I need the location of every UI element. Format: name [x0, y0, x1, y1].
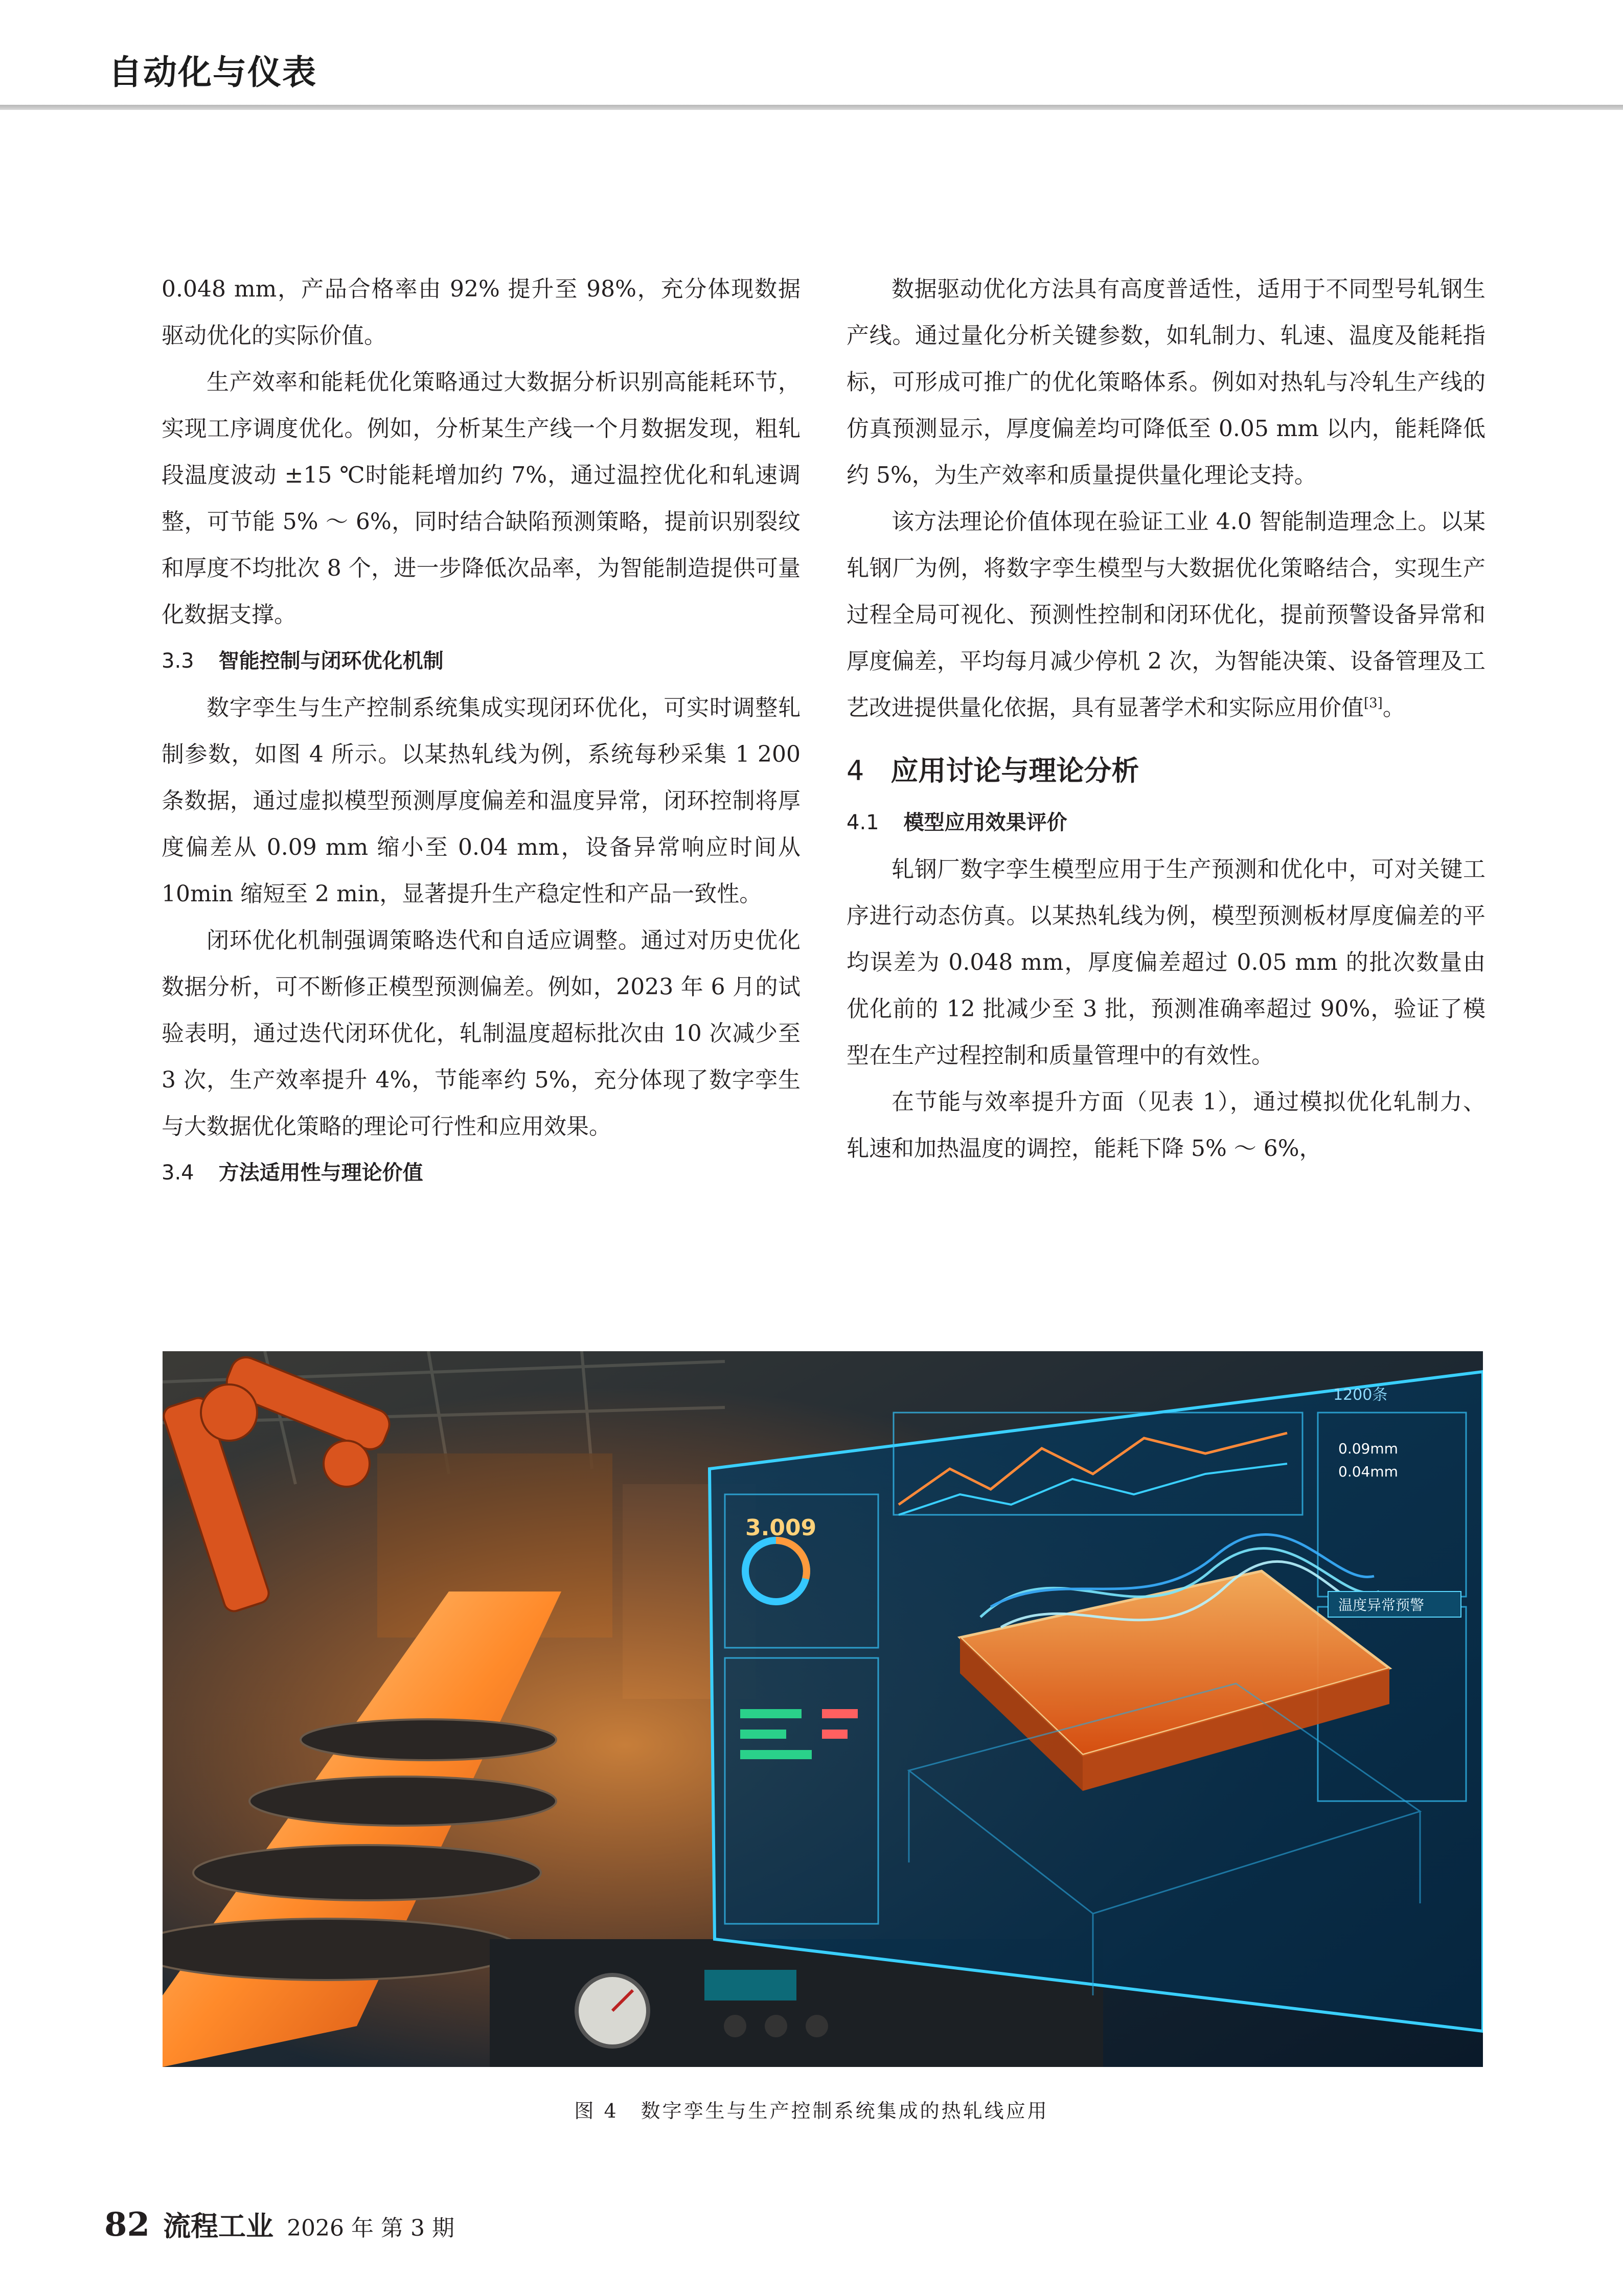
- subsection-heading-4-1: 4.1 模型应用效果评价: [847, 811, 1067, 834]
- screen-box-title: 温度异常预警: [1338, 1597, 1425, 1613]
- paragraph: 轧钢厂数字孪生模型应用于生产预测和优化中，可对关键工序进行动态仿真。以某热轧线为例，模型预测板材厚度偏差的平均误差为 0.048 mm，厚度偏差超过 0.05 mm 的批次数量由优化前的 12 批减少至 3 批，预测准确率超过 90%，验证了模型在生产过程控制和质量管理中的有效性。: [847, 856, 1485, 1069]
- screen-panel-label: 1200条: [1333, 1386, 1388, 1404]
- paragraph: 生产效率和能耗优化策略通过大数据分析识别高能耗环节，实现工序调度优化。例如，分析某生产线一个月数据发现，粗轧段温度波动 ±15 ℃时能耗增加约 7%，通过温控优化和轧速调整，可节能 5% ～ 6%，同时结合缺陷预测策略，提前识别裂纹和厚度不均批次 8 个，进一步降低次品率，为智能制造提供可量化数据支撑。: [162, 369, 801, 628]
- figure-caption: 图 4 数字孪生与生产控制系统集成的热轧线应用: [574, 2100, 1049, 2122]
- screen-readout: 3.009: [745, 1515, 817, 1541]
- page-footer: [104, 2204, 454, 2244]
- paragraph: 0.048 mm，产品合格率由 92% 提升至 98%，充分体现数据驱动优化的实际价值。: [162, 276, 801, 349]
- issue-info: 2026 年 第 3 期: [287, 2215, 454, 2241]
- paragraph: 在节能与效率提升方面（见表 1），通过模拟优化轧制力、轧速和加热温度的调控，能耗下降 5% ～ 6%，: [847, 1089, 1485, 1162]
- left-column: [162, 266, 801, 1196]
- paragraph: 该方法理论价值体现在验证工业 4.0 智能制造理念上。以某轧钢厂为例，将数字孪生模型与大数据优化策略结合，实现生产过程全局可视化、预测性控制和闭环优化，提前预警设备异常和厚度偏差，平均每月减少停机 2 次，为智能决策、设备管理及工艺改进提供量化依据，具有显著学术和实际应用价值[3]。: [847, 509, 1485, 721]
- screen-value: 0.04mm: [1338, 1463, 1398, 1480]
- figure-4-hot-rolling-digital-twin: [163, 1351, 1483, 2067]
- page-number: 82: [104, 2206, 150, 2244]
- citation-ref: [3]: [1364, 695, 1383, 711]
- right-column: [847, 266, 1485, 1172]
- paragraph: 数字孪生与生产控制系统集成实现闭环优化，可实时调整轧制参数，如图 4 所示。以某热轧线为例，系统每秒采集 1 200 条数据，通过虚拟模型预测厚度偏差和温度异常，闭环控制将厚度偏差从 0.09 mm 缩小至 0.04 mm，设备异常响应时间从 10min 缩短至 2 min，显著提升生产稳定性和产品一致性。: [162, 695, 801, 907]
- journal-section-title: 自动化与仪表: [108, 53, 317, 92]
- header-rule: [0, 105, 1623, 110]
- subsection-heading-3-3: 3.3 智能控制与闭环优化机制: [162, 649, 444, 673]
- journal-name: 流程工业: [163, 2210, 274, 2242]
- paragraph: 闭环优化机制强调策略迭代和自适应调整。通过对历史优化数据分析，可不断修正模型预测偏差。例如，2023 年 6 月的试验表明，通过迭代闭环优化，轧制温度超标批次由 10 次减少至 3 次，生产效率提升 4%，节能率约 5%，充分体现了数字孪生与大数据优化策略的理论可行性和应用效果。: [162, 927, 801, 1140]
- subsection-heading-3-4: 3.4 方法适用性与理论价值: [162, 1161, 423, 1185]
- paragraph: 数据驱动优化方法具有高度普适性，适用于不同型号轧钢生产线。通过量化分析关键参数，如轧制力、轧速、温度及能耗指标，可形成可推广的优化策略体系。例如对热轧与冷轧生产线的仿真预测显示，厚度偏差均可降低至 0.05 mm 以内，能耗降低约 5%，为生产效率和质量提供量化理论支持。: [847, 276, 1485, 488]
- screen-value: 0.09mm: [1338, 1440, 1398, 1457]
- section-heading-4: 4 应用讨论与理论分析: [847, 755, 1139, 787]
